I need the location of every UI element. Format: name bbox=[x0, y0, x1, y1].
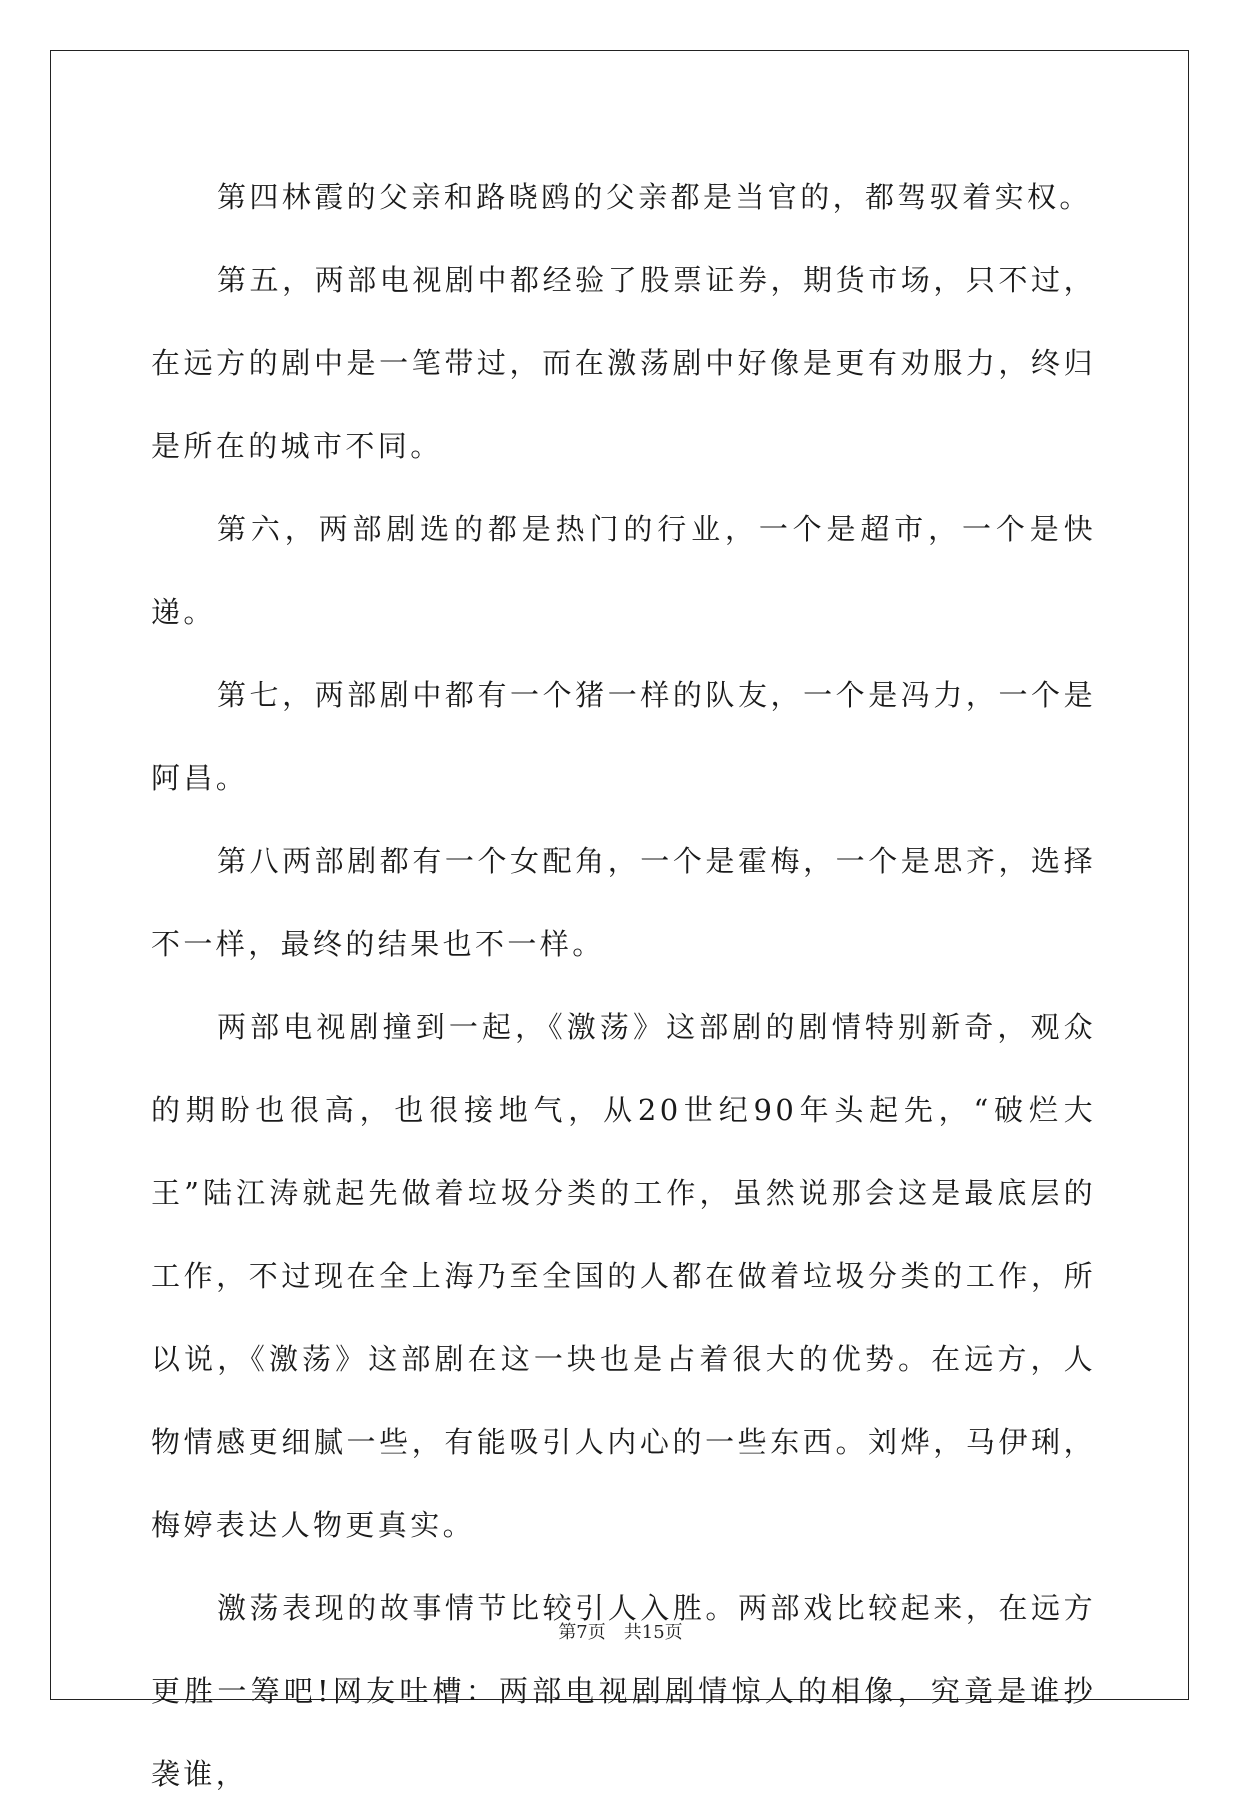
paragraph: 第七，两部剧中都有一个猪一样的队友，一个是冯力，一个是阿昌。 bbox=[151, 678, 1096, 795]
document-body bbox=[151, 156, 1096, 1816]
paragraph: 第四林霞的父亲和路晓鸥的父亲都是当官的，都驾驭着实权。 bbox=[217, 180, 1092, 214]
paragraph: 激荡表现的故事情节比较引人入胜。两部戏比较起来，在远方更胜一筹吧!网友吐槽：两部电视剧剧情惊人的相像，究竟是谁抄袭谁， bbox=[151, 1591, 1096, 1791]
page-number: 第7页 bbox=[558, 1622, 606, 1643]
paragraph: 第八两部剧都有一个女配角，一个是霍梅，一个是思齐，选择不一样，最终的结果也不一样。 bbox=[151, 844, 1096, 961]
page-footer bbox=[0, 1618, 1241, 1644]
paragraph: 两部电视剧撞到一起，《激荡》这部剧的剧情特别新奇，观众的期盼也很高，也很接地气，从20世纪90年头起先，“破烂大王”陆江涛就起先做着垃圾分类的工作，虽然说那会这是最底层的工作，不过现在全上海乃至全国的人都在做着垃圾分类的工作，所以说，《激荡》这部剧在这一块也是占着很大的优势。在远方，人物情感更细腻一些，有能吸引人内心的一些东西。刘烨，马伊琍，梅婷表达人物更真实。 bbox=[151, 1010, 1096, 1542]
page-total: 共15页 bbox=[623, 1622, 683, 1643]
paragraph: 第五，两部电视剧中都经验了股票证券，期货市场，只不过，在远方的剧中是一笔带过，而在激荡剧中好像是更有劝服力，终归是所在的城市不同。 bbox=[151, 263, 1096, 463]
paragraph: 第六，两部剧选的都是热门的行业，一个是超市，一个是快递。 bbox=[151, 512, 1096, 629]
